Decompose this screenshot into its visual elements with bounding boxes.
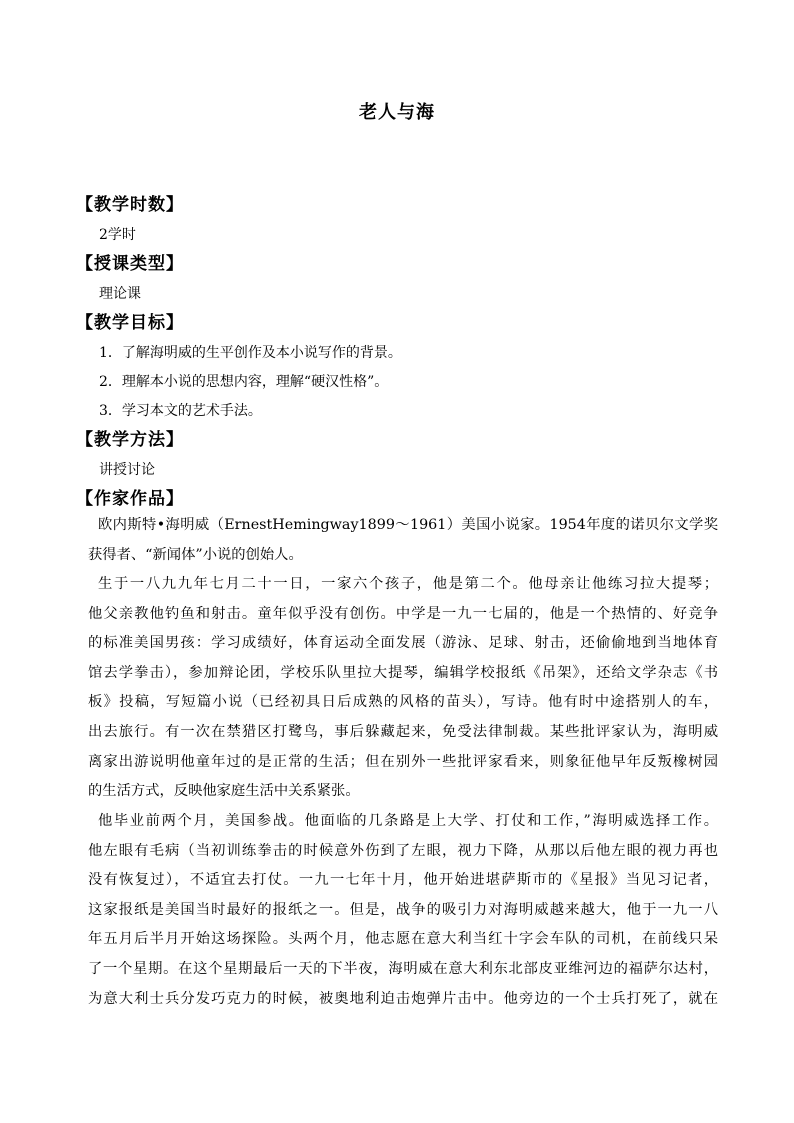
paragraph-war [88,807,718,1014]
teaching-method-value: 讲授讨论 [99,462,155,478]
text-line: 他左眼有毛病（当初训练拳击的时候意外伤到了左眼，视力下降，从那以后他左眼的视力再也 [88,842,718,859]
text-line: 没有恢复过），不适宜去打仗。一九一七年十月，他开始进堪萨斯市的《星报》当见习记者， [88,872,718,889]
text-line: 出去旅行。有一次在禁猎区打鹭鸟，事后躲藏起来，免受法律制裁。某些批评家认为，海明威 [88,723,718,740]
heading-author-works: 【作家作品】 [76,489,184,509]
text-line: 了一个星期。在这个星期最后一天的下半夜，海明威在意大利东北部皮亚维河边的福萨尔达村， [88,960,718,977]
teaching-hours-value: 2学时 [99,227,136,243]
heading-teaching-hours: 【教学时数】 [76,195,184,215]
text-line: 的标准美国男孩：学习成绩好，体育运动全面发展（游泳、足球、射击，还偷偷地到当地体育 [88,635,718,652]
heading-course-type: 【授课类型】 [76,254,184,274]
text-line: 离家出游说明他童年过的是正常的生活；但在别外一些批评家看来，则象征他早年反叛橡树园 [88,753,718,770]
heading-teaching-method: 【教学方法】 [76,430,184,450]
goal-item: 2．理解本小说的思想内容，理解“硬汉性格”。 [99,374,389,390]
heading-teaching-goals: 【教学目标】 [76,313,184,333]
text-line: 这家报纸是美国当时最好的报纸之一。但是，战争的吸引力对海明威越来越大，他于一九一八 [88,901,718,918]
text-line: 馆去学拳击），参加辩论团，学校乐队里拉大提琴，编辑学校报纸《吊架》，还给文学杂志《书 [88,664,718,681]
text-line: 的生活方式，反映他家庭生活中关系紧张。 [88,783,360,800]
text-line: 生于一八九九年七月二十一日，一家六个孩子，他是第二个。他母亲让他练习拉大提琴； [98,576,718,592]
page-title: 老人与海 [359,102,435,123]
text-line: 他父亲教他钓鱼和射击。童年似乎没有创伤。中学是一九一七届的，他是一个热情的、好竞争 [88,605,718,622]
text-line: 欧内斯特•海明威（ErnestHemingway1899～1961）美国小说家。1954年度的诺贝尔文学奖 [98,517,718,533]
goal-item: 1．了解海明威的生平创作及本小说写作的背景。 [99,345,402,361]
paragraph-intro [88,511,718,570]
text-line: 年五月后半月开始这场探险。头两个月，他志愿在意大利当红十字会车队的司机，在前线只呆 [88,931,718,948]
text-line: 获得者、“新闻体”小说的创始人。 [88,546,303,563]
paragraph-childhood [88,570,718,807]
text-line: 他毕业前两个月，美国参战。他面临的几条路是上大学、打仗和工作，”海明威选择工作。 [98,813,718,829]
text-line: 板》投稿，写短篇小说（已经初具日后成熟的风格的苗头），写诗。他有时中途搭别人的车， [88,694,718,711]
goal-item: 3．学习本文的艺术手法。 [99,403,262,419]
text-line: 为意大利士兵分发巧克力的时候，被奥地利迫击炮弹片击中。他旁边的一个士兵打死了，就在 [88,990,718,1007]
course-type-value: 理论课 [99,286,141,302]
